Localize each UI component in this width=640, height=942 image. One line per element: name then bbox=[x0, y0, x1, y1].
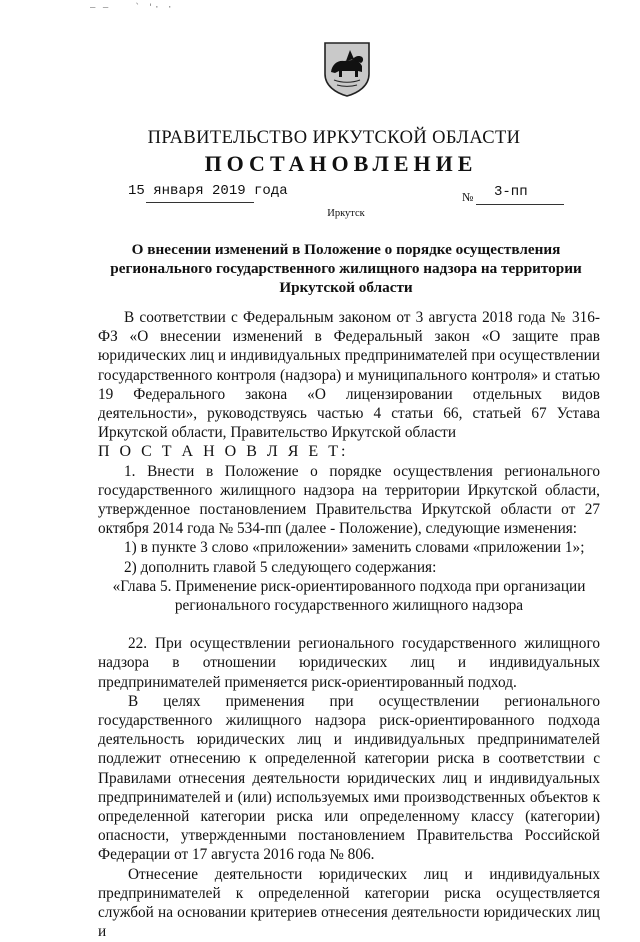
city-name: Иркутск bbox=[327, 208, 365, 219]
title-line: Иркутской области bbox=[279, 279, 413, 297]
decree-number: 3-пп bbox=[494, 184, 528, 200]
coat-of-arms-emblem bbox=[322, 40, 372, 98]
decree-body bbox=[98, 308, 600, 942]
chapter-5-heading-line2: регионального государственного жилищного надзора bbox=[174, 597, 524, 615]
preamble-paragraph: В соответствии с Федеральным законом от 3 августа 2018 года № 316-ФЗ «О внесении изменений в Федеральный закон «О защите прав юридических лиц и индивидуальных предпринимателей при осуществлении государственного контроля (надзора) и муниципального контроля» и статью 19 Федерального закона «О лицензировании отдельных видов деятельности», руководствуясь частью 4 статьи 66, статьей 67 Устава Иркутской области, Правительство Иркутской области bbox=[98, 309, 600, 442]
date-underline bbox=[146, 202, 254, 203]
decree-date: 15 января 2019 года bbox=[128, 183, 288, 199]
number-sign: № bbox=[462, 190, 474, 204]
subitem-2: 2) дополнить главой 5 следующего содержания: bbox=[124, 558, 437, 576]
risk-assignment-paragraph: Отнесение деятельности юридических лиц и индивидуальных предпринимателей к определенной категории риска осуществляется службой на основании критериев отнесения деятельности юридических лиц и bbox=[98, 865, 600, 941]
scan-marks: — — ` '· · bbox=[90, 3, 174, 13]
document-type: ПОСТАНОВЛЕНИЕ bbox=[204, 151, 478, 176]
chapter-5-heading-line1: «Глава 5. Применение риск-ориентированного подхода при организации bbox=[112, 577, 586, 595]
item-1-paragraph: 1. Внести в Положение о порядке осуществления регионального государственного жилищного надзора на территории Иркутской области, утвержденное постановлением Правительства Иркутской области от 27 октября 2014 года № 534-пп (далее - Положение), следующие изменения: bbox=[98, 462, 600, 538]
decree-title bbox=[108, 240, 584, 298]
title-line: О внесении изменений в Положение о порядке осуществления bbox=[131, 241, 561, 258]
subitem-1: 1) в пункте 3 слово «приложении» заменить словами «приложении 1»; bbox=[124, 539, 585, 557]
risk-category-paragraph: В целях применения при осуществлении регионального государственного жилищного надзора риск-ориентированного подхода деятельность юридических лиц и индивидуальных предпринимателей подлежит отнесению к определенной категории риска в соответствии с Правилами отнесения деятельности юридических лиц и индивидуальных предпринимателей и (или) используемых ими производственных объектов к определенной категории риска или определенному классу (категории) опасности, утвержденными постановлением Правительства Российской Федерации от 17 августа 2016 года № 806. bbox=[98, 692, 600, 864]
title-line: регионального государственного жилищного надзора на территории bbox=[110, 260, 582, 278]
government-name: ПРАВИТЕЛЬСТВО ИРКУТСКОЙ ОБЛАСТИ bbox=[147, 128, 521, 148]
paragraph-22: 22. При осуществлении регионального государственного жилищного надзора в отношении юридических лиц и индивидуальных предпринимателей применяется риск-ориентированный подход. bbox=[98, 635, 600, 691]
resolves-heading: П О С Т А Н О В Л Я Е Т: bbox=[98, 443, 349, 461]
number-underline bbox=[476, 204, 564, 205]
